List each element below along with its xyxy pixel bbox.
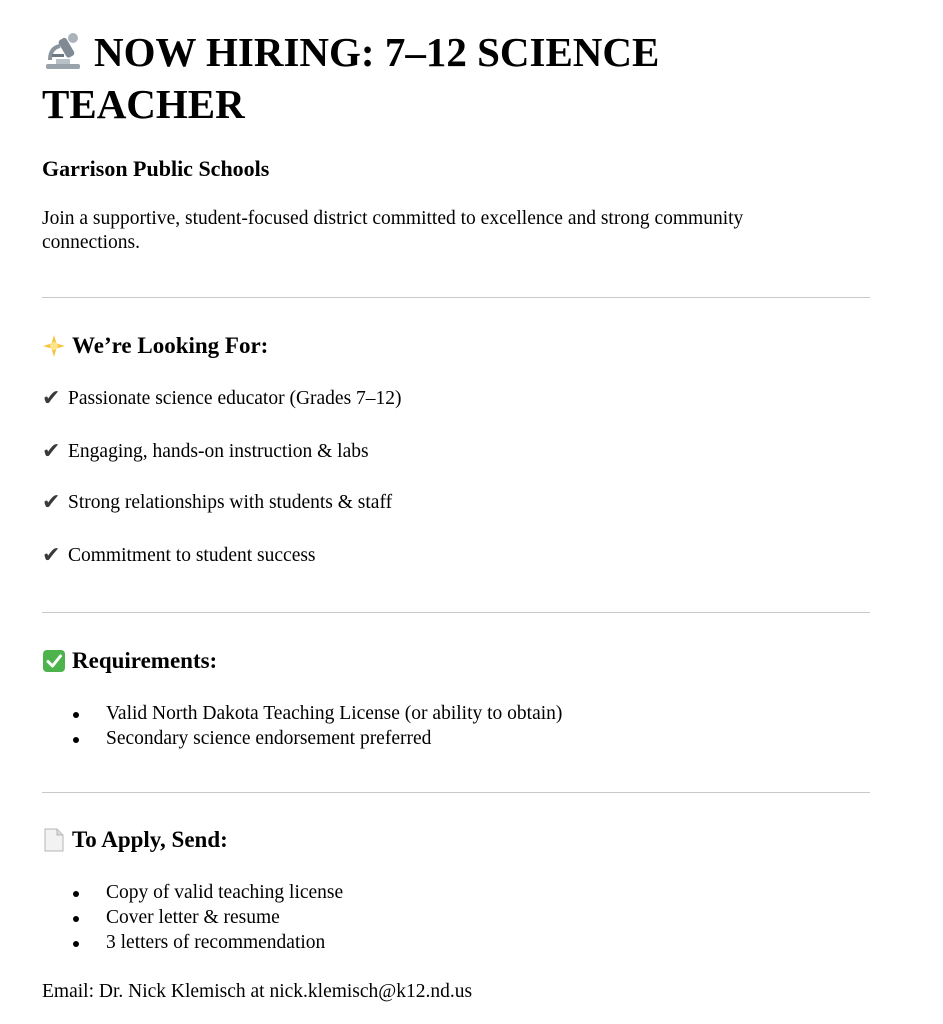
list-item <box>42 490 392 516</box>
intro-paragraph: Join a supportive, student-focused district committed to excellence and strong community connections. <box>42 208 744 253</box>
apply-list <box>70 880 343 955</box>
apply-heading <box>42 825 228 855</box>
contact-email: Email: Dr. Nick Klemisch at nick.klemisch@k12.nd.us <box>42 981 473 1002</box>
list-item-text: Commitment to student success <box>68 545 316 566</box>
list-item: Cover letter & resume <box>70 905 343 930</box>
divider <box>42 297 870 298</box>
list-item-text: Engaging, hands-on instruction & labs <box>68 441 369 462</box>
divider <box>42 612 870 613</box>
list-item-text: Strong relationships with students & staff <box>68 492 393 513</box>
looking-for-heading-text: We’re Looking For: <box>72 333 269 358</box>
microscope-icon <box>42 30 86 70</box>
list-item: Valid North Dakota Teaching License (or ability to obtain) <box>70 701 562 726</box>
requirements-heading <box>42 646 217 676</box>
check-box-icon <box>42 649 66 673</box>
list-item: Secondary science endorsement preferred <box>70 726 562 751</box>
page-title <box>42 26 870 130</box>
looking-for-heading <box>42 331 268 361</box>
check-icon: ✔ <box>42 386 61 411</box>
apply-heading-text: To Apply, Send: <box>72 827 228 852</box>
list-item: Copy of valid teaching license <box>70 880 343 905</box>
page-title-text: NOW HIRING: 7–12 SCIENCE TEACHER <box>42 29 660 127</box>
check-icon: ✔ <box>42 490 61 515</box>
list-item: 3 letters of recommendation <box>70 930 343 955</box>
requirements-heading-text: Requirements: <box>72 648 218 673</box>
list-item <box>42 386 402 412</box>
organization-name: Garrison Public Schools <box>42 156 270 181</box>
requirements-list <box>70 701 562 751</box>
check-icon: ✔ <box>42 439 61 464</box>
check-icon: ✔ <box>42 543 61 568</box>
list-item <box>42 543 316 569</box>
divider <box>42 792 870 793</box>
list-item <box>42 439 369 465</box>
list-item-text: Passionate science educator (Grades 7–12) <box>68 388 402 409</box>
sparkle-star-icon <box>42 334 66 358</box>
document-icon <box>42 828 66 852</box>
